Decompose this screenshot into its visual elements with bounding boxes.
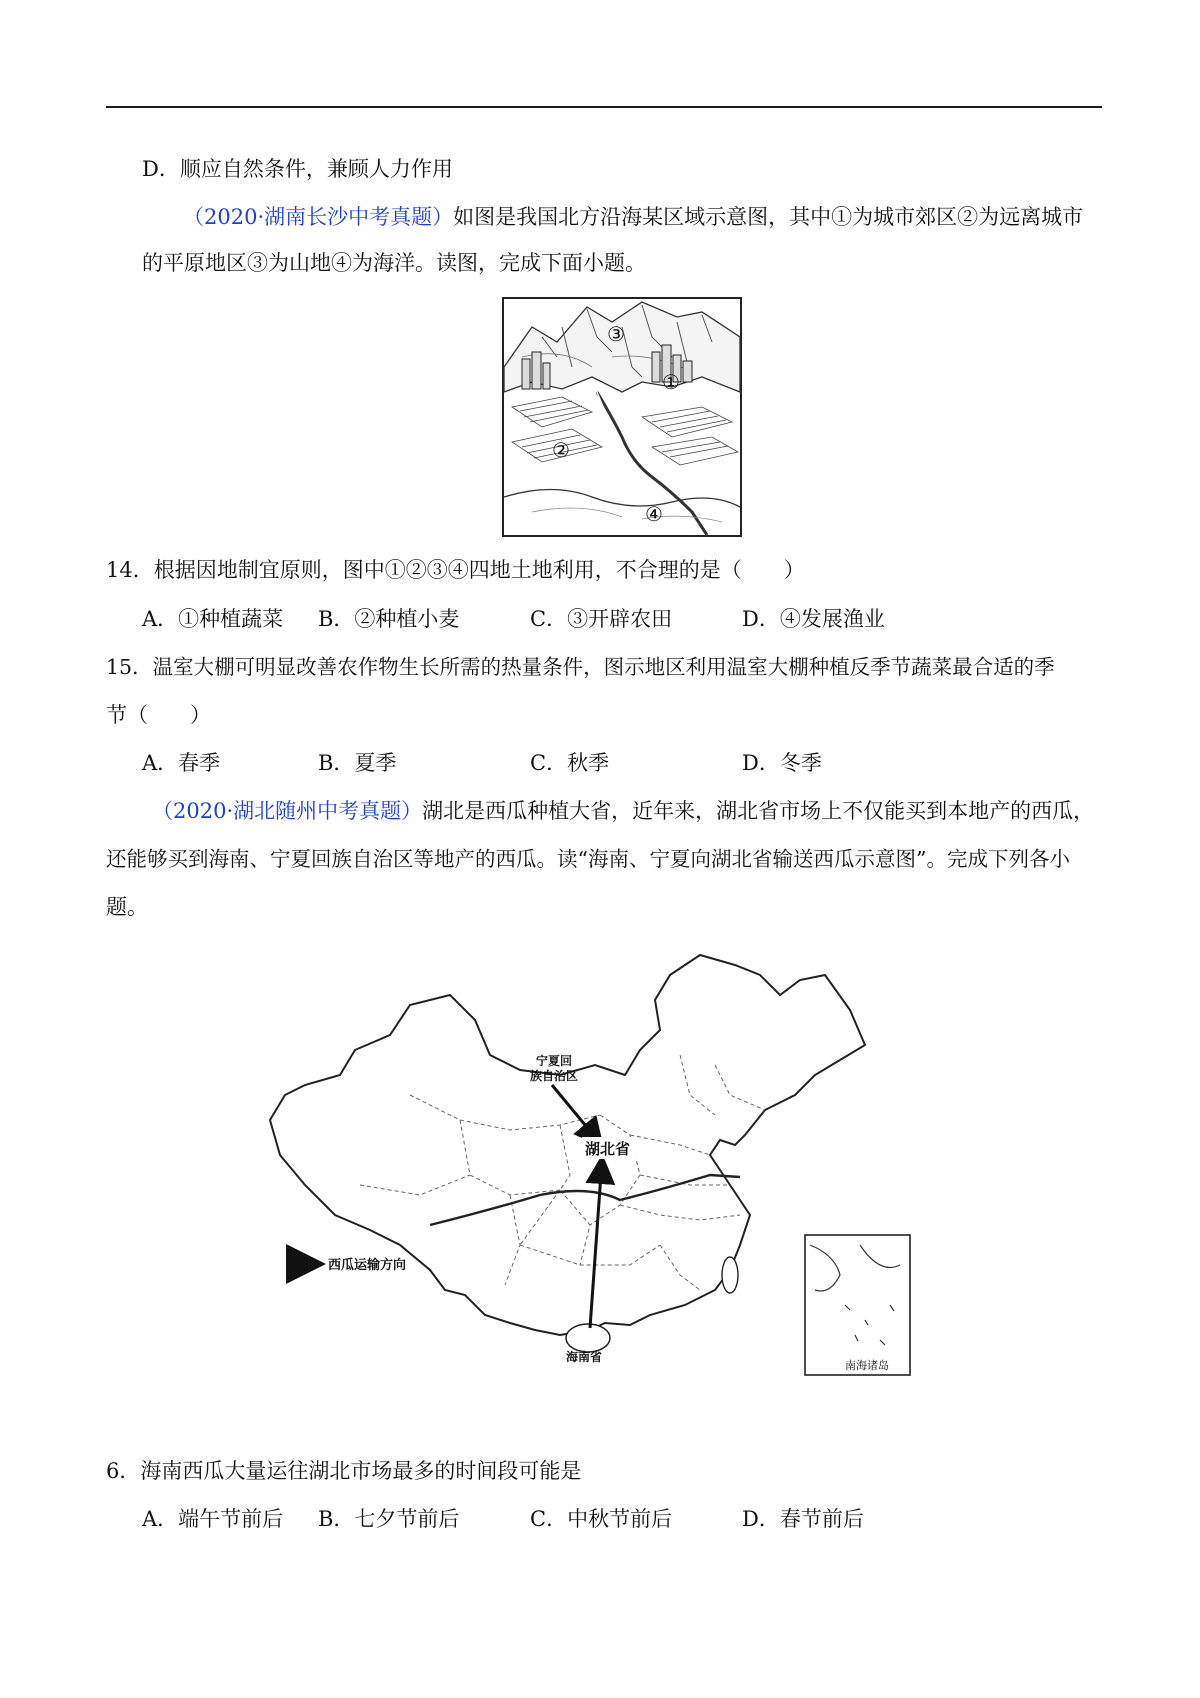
map-label-ningxia-2: 族自治区 xyxy=(530,1069,579,1083)
section1-intro xyxy=(183,202,1083,232)
taiwan-island xyxy=(722,1257,738,1293)
q15-option-d[interactable]: D．冬季 xyxy=(742,751,822,775)
hainan-island xyxy=(566,1324,610,1352)
q15-option-a[interactable]: A．春季 xyxy=(142,751,221,775)
legend-label: 西瓜运输方向 xyxy=(328,1258,407,1273)
section1-source: （2020·湖南长沙中考真题） xyxy=(183,205,454,229)
q14-option-b[interactable]: B．②种植小麦 xyxy=(318,607,460,631)
section1-intro-line1: 如图是我国北方沿海某区域示意图，其中①为城市郊区②为远离城市 xyxy=(453,205,1084,229)
q15-stem-line2: 节（ ） xyxy=(106,703,211,727)
section2-intro-line3: 题。 xyxy=(106,895,148,919)
q14-stem: 14．根据因地制宜原则，图中①②③④四地土地利用，不合理的是（ ） xyxy=(106,558,805,582)
prev-option-d: D．顺应自然条件，兼顾人力作用 xyxy=(142,157,453,181)
section2-source: （2020·湖北随州中考真题） xyxy=(152,799,423,823)
section2-intro-line1: 湖北是西瓜种植大省，近年来，湖北省市场上不仅能买到本地产的西瓜， xyxy=(422,799,1095,823)
china-watermelon-map xyxy=(260,945,920,1435)
map-label-hubei: 湖北省 xyxy=(585,1140,631,1158)
figure-label-1: ① xyxy=(662,370,680,394)
china-outline xyxy=(270,955,865,1335)
map-label-ningxia-1: 宁夏回 xyxy=(536,1054,573,1068)
coastal-region-figure xyxy=(502,297,742,537)
figure-label-4: ④ xyxy=(645,502,663,526)
figure-label-2: ② xyxy=(552,438,570,462)
section2-intro-line2: 还能够买到海南、宁夏回族自治区等地产的西瓜。读“海南、宁夏向湖北省输送西瓜示意图”。完成下列各小 xyxy=(106,847,1070,871)
q6-option-b[interactable]: B．七夕节前后 xyxy=(318,1507,460,1531)
q15-stem-line1: 15．温室大棚可明显改善农作物生长所需的热量条件，图示地区利用温室大棚种植反季节蔬菜最合适的季 xyxy=(106,655,1055,679)
q15-option-c[interactable]: C．秋季 xyxy=(530,751,610,775)
section1-intro-line2: 的平原地区③为山地④为海洋。读图，完成下面小题。 xyxy=(142,251,646,275)
q14-option-a[interactable]: A．①种植蔬菜 xyxy=(142,607,284,631)
south-china-sea-inset xyxy=(805,1235,910,1375)
q6-stem: 6．海南西瓜大量运往湖北市场最多的时间段可能是 xyxy=(106,1459,582,1483)
q6-option-c[interactable]: C．中秋节前后 xyxy=(530,1507,673,1531)
figure-label-3: ③ xyxy=(607,322,625,346)
q14-option-c[interactable]: C．③开辟农田 xyxy=(530,607,673,631)
q14-option-d[interactable]: D．④发展渔业 xyxy=(742,607,885,631)
header-rule xyxy=(106,106,1102,108)
q6-option-a[interactable]: A．端午节前后 xyxy=(142,1507,284,1531)
map-label-hainan: 海南省 xyxy=(566,1350,603,1364)
inset-label: 南海诸岛 xyxy=(845,1359,889,1372)
section2-intro xyxy=(152,796,1094,826)
q6-option-d[interactable]: D．春节前后 xyxy=(742,1507,864,1531)
q15-option-b[interactable]: B．夏季 xyxy=(318,751,397,775)
